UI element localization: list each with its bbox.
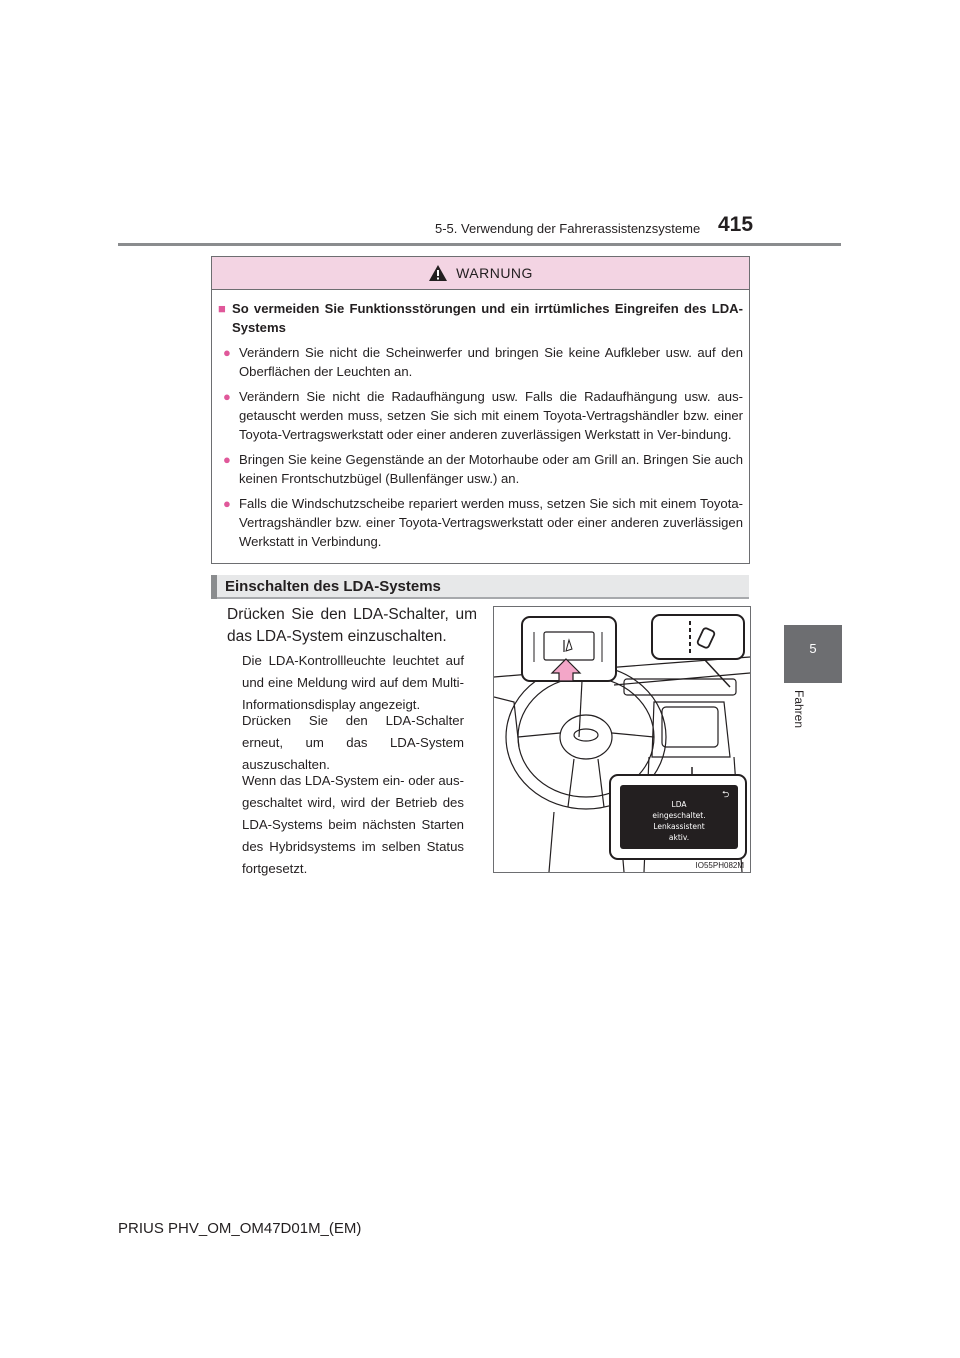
warning-body [212, 290, 749, 551]
warning-subheading-text: So vermeiden Sie Funktionsstörungen und ein irrtümliches Eingreifen des LDA-Systems [232, 301, 743, 335]
detail-paragraph: Drücken Sie den LDA-Schalter erneut, um das LDA-System auszuschalten. [242, 713, 464, 772]
header-divider [118, 243, 841, 246]
warning-box [211, 256, 750, 564]
footer-document-id: PRIUS PHV_OM_OM47D01M_(EM) [118, 1220, 362, 1237]
svg-text:⮌: ⮌ [722, 790, 730, 800]
detail-paragraph: Die LDA-Kontrollleuchte leuchtet auf und eine Meldung wird auf dem Multi-Informationsdisplay angezeigt. [242, 653, 464, 712]
illustration-code: IO55PH082M [695, 861, 744, 870]
detail-paragraph: Wenn das LDA-System ein- oder aus-geschaltet wird, wird der Betrieb des LDA-Systems beim nächsten Starten des Hybridsystems im selben Status fortgesetzt. [242, 773, 464, 876]
bullet-dot-icon: ● [223, 496, 231, 512]
display-line-1: LDA [671, 800, 687, 809]
warning-subheading [218, 300, 743, 337]
bullet-dot-icon: ● [223, 452, 231, 468]
main-instruction: Drücken Sie den LDA-Schalter, um das LDA-System einzuschalten. [227, 606, 477, 645]
warning-item [218, 451, 743, 488]
display-line-2: eingeschaltet. [652, 811, 706, 820]
warning-triangle-icon [428, 264, 448, 282]
warning-title: WARNUNG [456, 265, 533, 281]
square-bullet-icon: ■ [218, 301, 226, 316]
display-line-3: Lenkassistent [653, 822, 705, 831]
warning-item-text: Verändern Sie nicht die Scheinwerfer und bringen Sie keine Aufkleber usw. auf den Oberflächen der Leuchten an. [239, 345, 743, 379]
warning-header [212, 257, 749, 290]
bullet-dot-icon: ● [223, 389, 231, 405]
warning-item-text: Bringen Sie keine Gegenstände an der Motorhaube oder am Grill an. Bringen Sie auch keinen Frontschutzbügel (Bullenfänger usw.) an. [239, 452, 743, 486]
chapter-tab-label: Fahren [792, 690, 806, 729]
section-heading-bar [211, 575, 749, 599]
section-bar-accent [211, 575, 217, 599]
warning-item [218, 344, 743, 381]
section-title: Einschalten des LDA-Systems [225, 578, 441, 595]
warning-item-text: Verändern Sie nicht die Radaufhängung usw. Falls die Radaufhängung usw. aus-getauscht werden muss, setzen Sie sich mit einem Toyota-Vertragshändler bzw. einer Toyota-Vertragswerkstatt oder einer anderen zuverlässigen Werkstatt in Ver-bindung. [239, 389, 743, 442]
page-number: 415 [718, 213, 754, 236]
warning-item-text: Falls die Windschutzscheibe repariert werden muss, setzen Sie sich mit einem Toyota-Vertragshändler bzw. einer Toyota-Vertragswerkstatt oder einer anderen zuverlässigen Werkstatt in Verbindung. [239, 496, 743, 549]
dashboard-illustration [493, 606, 751, 873]
warning-item [218, 495, 743, 551]
display-line-4: aktiv. [668, 833, 690, 842]
bullet-dot-icon: ● [223, 345, 231, 361]
warning-item [218, 388, 743, 444]
chapter-tab: 5 [784, 625, 842, 683]
header-section-title: 5-5. Verwendung der Fahrerassistenzsysteme [435, 221, 701, 236]
